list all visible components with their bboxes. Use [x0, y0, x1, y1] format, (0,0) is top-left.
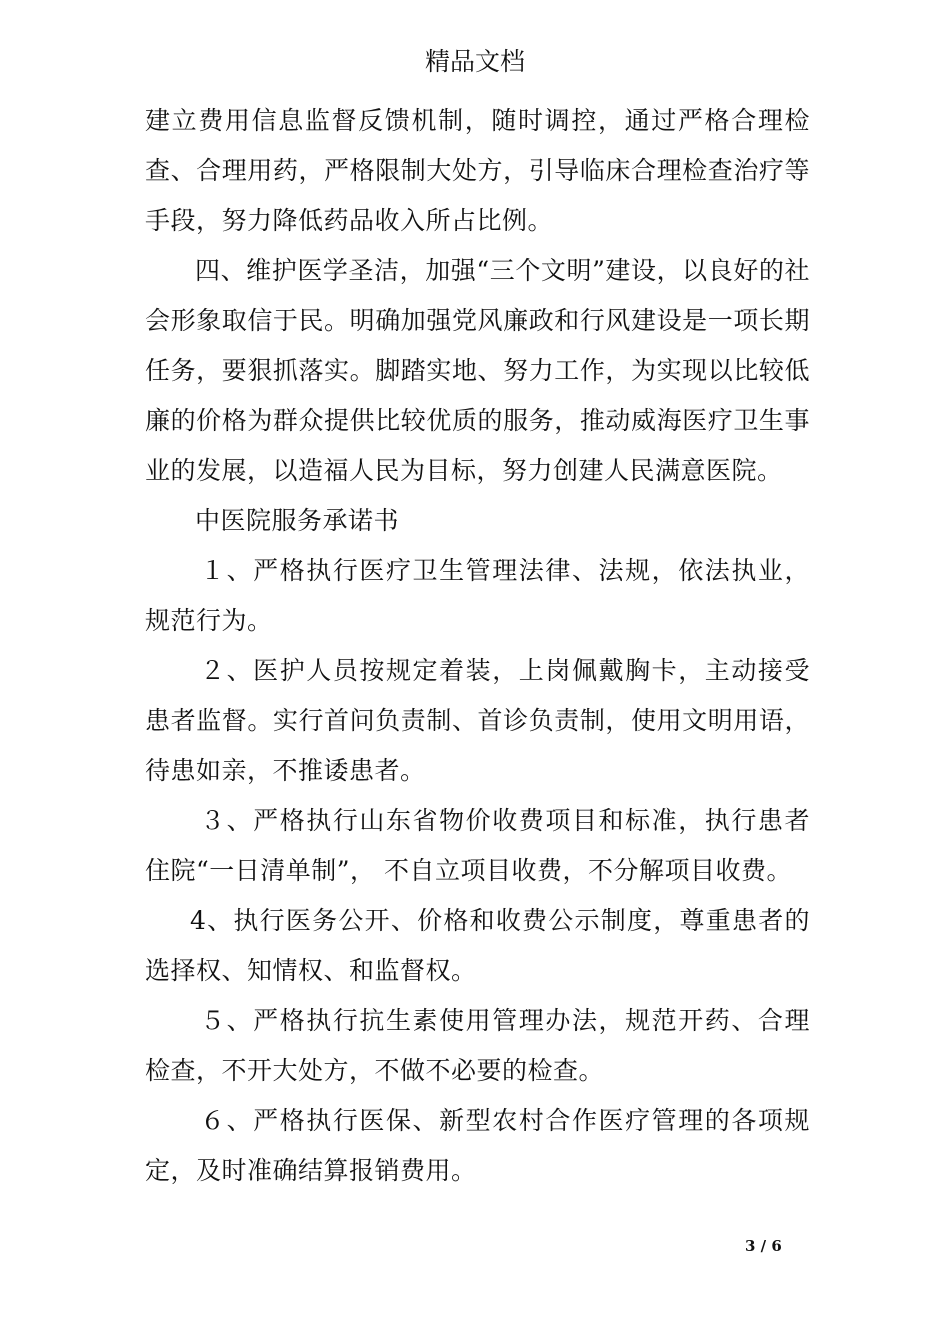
paragraph-cost-supervision: 建立费用信息监督反馈机制，随时调控，通过严格合理检查、合理用药，严格限制大处方，引导临床合理检查治疗等手段，努力降低药品收入所占比例。: [145, 106, 810, 235]
pledge-item-6: ６、严格执行医保、新型农村合作医疗管理的各项规定，及时准确结算报销费用。: [145, 1106, 810, 1185]
pledge-item-2: ２、医护人员按规定着装，上岗佩戴胸卡，主动接受患者监督。实行首问负责制、首诊负责制，使用文明用语，待患如亲，不推诿患者。: [145, 656, 810, 785]
document-body: [145, 96, 810, 1196]
page-header-title: 精品文档: [424, 47, 525, 76]
page-number: 3 / 6: [745, 1237, 782, 1255]
pledge-item-4: 4、执行医务公开、价格和收费公示制度，尊重患者的选择权、知情权、和监督权。: [145, 906, 810, 985]
pledge-item-5: ５、严格执行抗生素使用管理办法，规范开药、合理检查，不开大处方，不做不必要的检查。: [145, 1006, 810, 1085]
pledge-item-1: １、严格执行医疗卫生管理法律、法规，依法执业，规范行为。: [145, 556, 810, 635]
section-heading-service-pledge: 中医院服务承诺书: [195, 506, 400, 535]
pledge-item-3: ３、严格执行山东省物价收费项目和标准，执行患者住院“一日清单制”， 不自立项目收费，不分解项目收费。: [145, 806, 810, 885]
paragraph-section-four: 四、维护医学圣洁，加强“三个文明”建设，以良好的社会形象取信于民。明确加强党风廉政和行风建设是一项长期任务，要狠抓落实。脚踏实地、努力工作，为实现以比较低廉的价格为群众提供比较优质的服务，推动威海医疗卫生事业的发展，以造福人民为目标，努力创建人民满意医院。: [145, 256, 810, 485]
